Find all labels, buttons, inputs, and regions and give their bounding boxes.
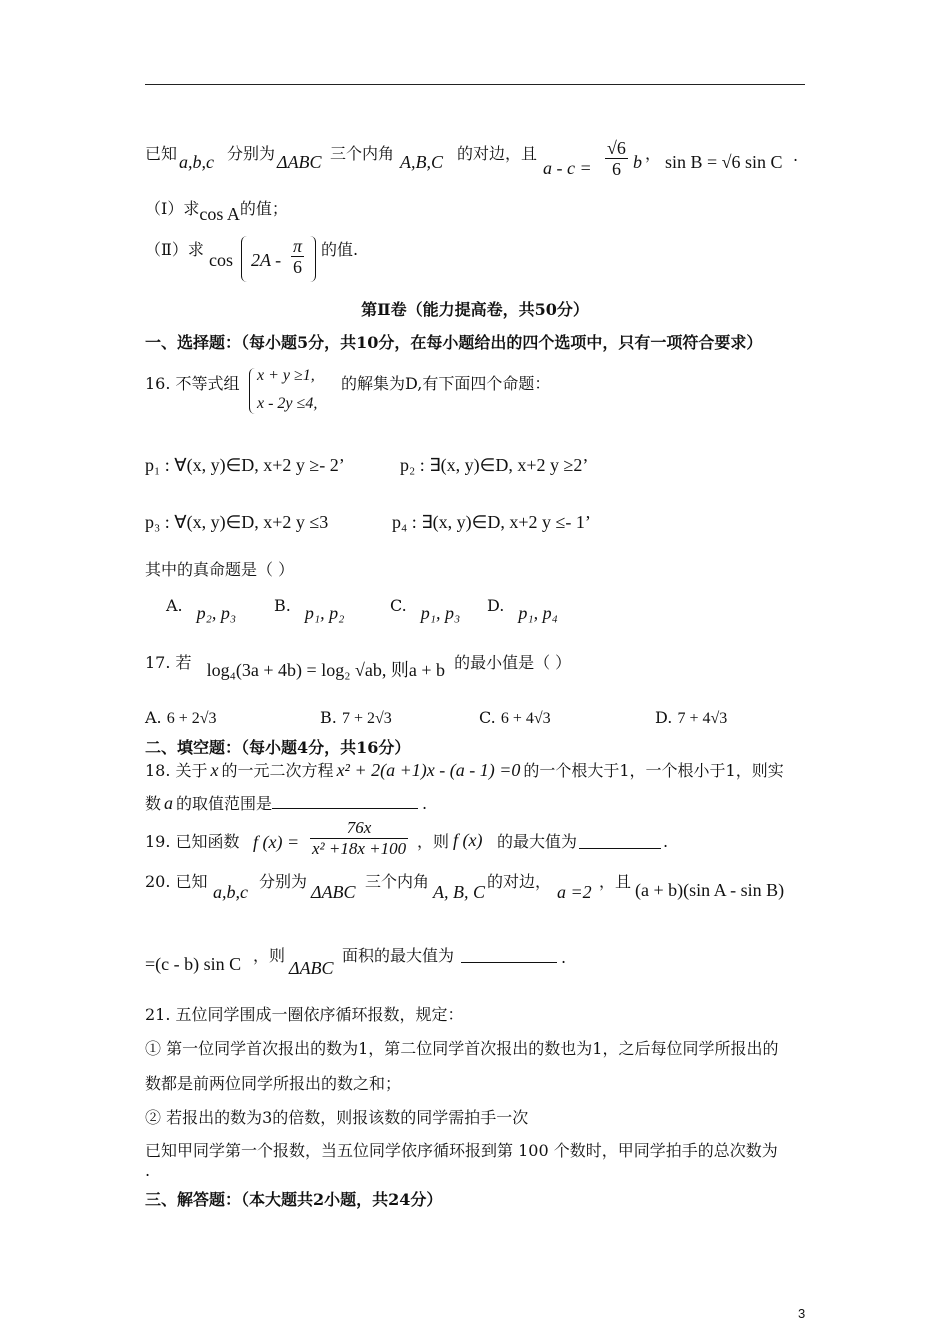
- math: A, B, C: [433, 882, 485, 902]
- math: a =2: [557, 882, 592, 902]
- math: a,b,c: [179, 152, 214, 172]
- fraction: [310, 818, 408, 859]
- text: .: [793, 146, 799, 165]
- math: f (x): [453, 830, 483, 850]
- q21-line3: 数都是前两位同学所报出的数之和；: [145, 1074, 402, 1093]
- answer-blank[interactable]: [272, 792, 418, 809]
- math: ΔABC: [277, 152, 322, 172]
- q17-option-c: [479, 708, 551, 729]
- q21-line5: 已知甲同学第一个报数，当五位同学依序循环报到第 100 个数时，甲同学拍手的总次数为: [145, 1141, 778, 1160]
- text: ，: [645, 144, 662, 163]
- text: .: [561, 948, 567, 967]
- numerator: π: [293, 236, 303, 256]
- q16-option-d: [487, 595, 558, 623]
- text: 17. 若: [145, 653, 192, 672]
- q21-line4: ② 若报出的数为3的倍数，则报该数的同学需拍手一次: [145, 1108, 529, 1127]
- choice-section-header: 一、选择题：（每小题5分，共10分，在每小题给出的四个选项中，只有一项符合要求）: [145, 333, 763, 352]
- paren-right: [309, 236, 316, 282]
- text: 19. 已知函数: [145, 832, 240, 851]
- option-label: C.: [390, 596, 407, 615]
- proposition-p1: p₁ : ∀(x, y)∈D, x+2 y ≥- 2’: [145, 455, 345, 475]
- text: 16. 不等式组: [145, 374, 240, 393]
- proposition-p2: p₂ : ∃(x, y)∈D, x+2 y ≥2’: [400, 455, 589, 475]
- option-label: D.: [655, 708, 673, 727]
- math: b: [633, 152, 642, 172]
- brace: [249, 368, 256, 414]
- math: 2A -: [251, 250, 282, 270]
- math: cos: [209, 250, 233, 270]
- option-value: p₁, p₃: [420, 603, 461, 623]
- text: 18. 关于: [145, 761, 208, 780]
- inequality-2: x - 2y ≤4,: [257, 395, 318, 412]
- math: x: [210, 760, 219, 780]
- text: 20. 已知: [145, 872, 208, 891]
- text: 分别为: [259, 872, 308, 891]
- option-value: p₁, p₂: [304, 603, 345, 623]
- q17-option-a: [145, 708, 217, 729]
- q16-stem: [145, 366, 645, 418]
- q16-option-b: [274, 595, 345, 623]
- text: （Ⅰ）求: [145, 199, 200, 218]
- section-title: 第Ⅱ卷（能力提高卷，共50分）: [361, 300, 589, 319]
- math: a: [164, 793, 174, 813]
- text: 分别为: [227, 144, 276, 163]
- option-label: B.: [274, 596, 291, 615]
- q16-question: 其中的真命题是（ ）: [145, 560, 295, 579]
- text: 已知: [145, 144, 178, 163]
- math: a,b,c: [213, 882, 248, 902]
- answer-blank[interactable]: [579, 832, 661, 849]
- text: 三个内角: [365, 872, 430, 891]
- option-value: 7 + 2√3: [341, 710, 392, 727]
- q20-line2: [145, 944, 805, 980]
- solve-section-header: 三、解答题：（本大题共2小题，共24分）: [145, 1190, 443, 1209]
- text: 的值.: [321, 240, 359, 259]
- text: 的对边，且: [457, 144, 538, 163]
- text: ，则: [253, 946, 286, 965]
- math: log₄(3a + 4b) = log₂ √ab, 则a + b: [206, 660, 445, 680]
- text: 的一元二次方程: [221, 761, 334, 780]
- text: 的最大值为: [497, 832, 578, 851]
- proposition-p3: p₃ : ∀(x, y)∈D, x+2 y ≤3: [145, 512, 329, 532]
- math: =(c - b) sin C: [145, 954, 242, 974]
- text: 的解集为D,有下面四个命题：: [341, 374, 551, 393]
- q17-option-b: [320, 708, 392, 729]
- option-value: p₁, p₄: [518, 603, 558, 623]
- fraction: [605, 138, 628, 179]
- denominator: 6: [293, 257, 303, 277]
- text: 的一个根大于1，一个根小于1，则实: [523, 761, 784, 780]
- inequality-1: x + y ≥1,: [257, 367, 315, 384]
- numerator: √6: [607, 138, 626, 158]
- paren-left: [241, 236, 248, 282]
- q16-option-c: [390, 595, 461, 623]
- header-rule: [145, 84, 805, 85]
- text: ，则: [417, 832, 450, 851]
- text: .: [422, 794, 428, 813]
- math: (a + b)(sin A - sin B): [635, 880, 785, 900]
- fraction: [291, 236, 304, 277]
- text: 数: [145, 794, 162, 813]
- option-label: C.: [479, 708, 496, 727]
- option-label: A.: [145, 708, 162, 727]
- denominator: 6: [611, 159, 621, 179]
- text: ，且: [599, 872, 632, 891]
- part-1: [145, 198, 288, 224]
- math: sin B = √6 sin C: [665, 152, 783, 172]
- option-value: 6 + 4√3: [500, 710, 551, 727]
- text: 的取值范围是: [176, 794, 273, 813]
- math: A,B,C: [400, 152, 443, 172]
- option-label: A.: [166, 596, 183, 615]
- q17-option-d: [655, 708, 727, 729]
- text: 面积的最大值为: [342, 946, 455, 965]
- math: a - c =: [543, 158, 592, 178]
- answer-blank[interactable]: [461, 946, 557, 963]
- text: 的值；: [239, 199, 288, 218]
- text: 三个内角: [330, 144, 395, 163]
- math: ΔABC: [311, 882, 356, 902]
- option-value: p₂, p₃: [196, 603, 237, 623]
- q16-option-a: [166, 595, 237, 623]
- text: （Ⅱ）求: [145, 240, 204, 259]
- proposition-p4: p₄ : ∃(x, y)∈D, x+2 y ≤- 1’: [392, 512, 591, 532]
- math: ΔABC: [289, 958, 334, 978]
- math: f (x) =: [253, 832, 300, 852]
- option-label: D.: [487, 596, 505, 615]
- text: 的最小值是（ ）: [454, 653, 572, 672]
- denominator: x² +18x +100: [312, 839, 407, 858]
- q18-line2: [145, 792, 427, 814]
- option-value: 7 + 4√3: [677, 710, 728, 727]
- q21-line2: ① 第一位同学首次报出的数为1，第二位同学首次报出的数也为1，之后每位同学所报出的: [145, 1039, 779, 1058]
- math: x² + 2(a +1)x - (a - 1) =0: [336, 760, 521, 780]
- q21-line6: .: [145, 1161, 151, 1180]
- page-number: 3: [798, 1306, 806, 1321]
- q20-line1: [145, 870, 805, 910]
- text: .: [663, 832, 669, 851]
- fill-section-header: 二、填空题：（每小题4分，共16分）: [145, 738, 411, 757]
- q21-line1: 21. 五位同学围成一圈依序循环报数，规定：: [145, 1005, 464, 1024]
- q18-line1: [145, 760, 784, 781]
- numerator: 76x: [310, 818, 408, 839]
- math: cos A: [199, 204, 240, 224]
- q17-stem: [145, 652, 572, 680]
- text: 的对边，: [487, 872, 552, 891]
- option-label: B.: [320, 708, 337, 727]
- option-value: 6 + 2√3: [166, 710, 217, 727]
- q19: [145, 818, 805, 868]
